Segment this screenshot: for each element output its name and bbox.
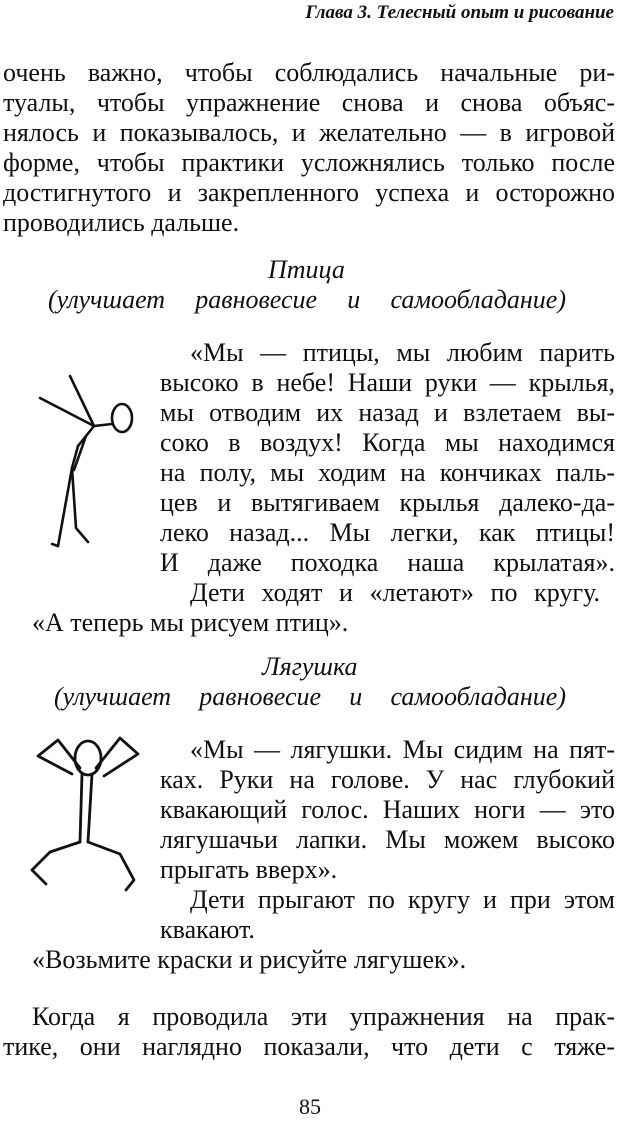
frog-figure-drawing <box>30 730 150 900</box>
running-head: Глава 3. Телесный опыт и рисование <box>305 2 614 23</box>
exercise-subtitle-bird: (улучшает равновесие и самообладание) <box>48 285 566 314</box>
intro-line: проводились дальше. <box>3 208 240 237</box>
frog-after-line: «Возьмите краски и рисуйте лягушек». <box>32 945 467 974</box>
frog-text-line: квакающий голос. Наших ноги — это <box>160 795 615 824</box>
bird-after-line: Дети ходят и «летают» по кругу. <box>190 578 600 607</box>
bird-after-line: «А теперь мы рисуем птиц». <box>32 608 349 637</box>
frog-text-line: прыгать вверх». <box>160 855 338 884</box>
frog-text-line: лягушачьи лапки. Мы можем высоко <box>160 825 615 854</box>
exercise-title-frog: Лягушка <box>262 652 358 681</box>
intro-line: нялось и показывалось, и желательно — в игровой <box>3 118 615 147</box>
frog-text-line: квакают. <box>160 915 255 944</box>
bird-text-line: на полу, мы ходим на кончиках паль- <box>160 458 615 487</box>
closing-line: Когда я проводила эти упражнения на прак- <box>32 1002 615 1031</box>
frog-text-line: ках. Руки на голове. У нас глубокий <box>160 765 615 794</box>
intro-line: очень важно, чтобы соблюдались начальные ри- <box>3 58 615 87</box>
bird-text-line: цев и вытягиваем крылья далеко-да- <box>160 488 615 517</box>
bird-text-line: мы отводим их назад и взлетаем вы- <box>160 398 615 427</box>
bird-text-line: «Мы — птицы, мы любим парить <box>190 338 615 367</box>
intro-line: туалы, чтобы упражнение снова и снова объяс- <box>3 88 615 117</box>
exercise-title-bird: Птица <box>268 255 345 284</box>
bird-text-line: соко в воздух! Когда мы находимся <box>160 428 615 457</box>
intro-line: достигнутого и закрепленного успеха и осторожно <box>3 178 615 207</box>
page-number: 85 <box>299 1094 321 1119</box>
bird-text-line: И даже походка наша крылатая». <box>160 548 615 577</box>
exercise-subtitle-frog: (улучшает равновесие и самообладание) <box>54 682 566 711</box>
bird-text-line: леко назад... Мы легки, как птицы! <box>160 518 615 547</box>
closing-line: тике, они наглядно показали, что дети с тяже- <box>3 1032 615 1061</box>
frog-text-line: «Мы — лягушки. Мы сидим на пят- <box>190 735 615 764</box>
bird-text-line: высоко в небе! Наши руки — крылья, <box>160 368 615 397</box>
frog-text-line: Дети прыгают по кругу и при этом <box>190 885 615 914</box>
intro-line: форме, чтобы практики усложнялись только после <box>3 148 615 177</box>
bird-figure-drawing <box>30 368 140 558</box>
